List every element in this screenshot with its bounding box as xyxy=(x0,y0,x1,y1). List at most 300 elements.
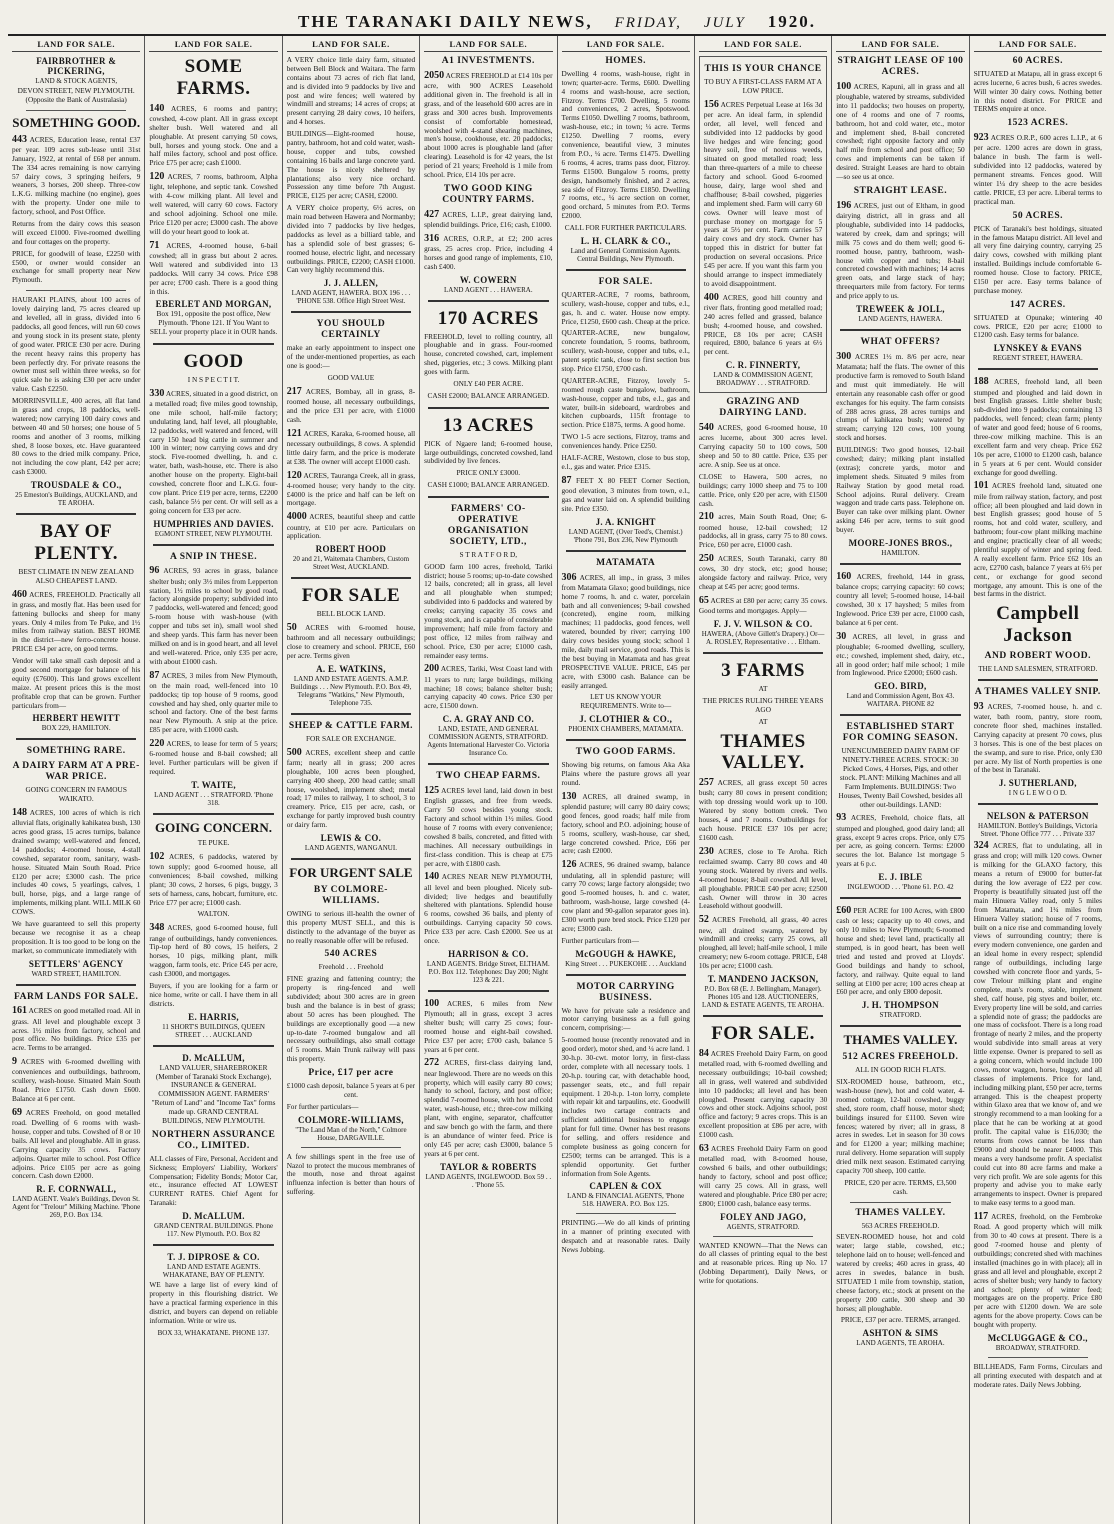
ad-paragraph xyxy=(562,572,690,691)
ad-subheading: TWO GOOD KING COUNTRY FARMS. xyxy=(442,183,535,205)
paragraph-text: A VERY choice little dairy farm, situated between Bell Block and Waitara. The farm contains about 73 acres of rich flat land, and is divided into 9 paddocks by live and post and wire fences; well watered by windmill and streams; 14 acres of crops; at present carrying 28 dairy cows, 10 heifers, and 4 horses. xyxy=(286,55,416,127)
ad-separator xyxy=(703,652,823,654)
lead-figure: 125 xyxy=(424,785,440,797)
ad-paragraph xyxy=(562,433,690,451)
agent-address: 25 Emeston's Buildings, AUCKLAND, and TE AROHA. xyxy=(15,491,138,508)
ad-paragraph xyxy=(836,446,964,535)
lead-figure: 443 xyxy=(12,133,27,145)
ad-separator xyxy=(840,714,960,716)
masthead xyxy=(8,6,1106,36)
ad-paragraph xyxy=(424,70,552,180)
agent-address: LAND AND ESTATE AGENTS. WHAKATANE, BAY OF PLENTY. xyxy=(162,1263,265,1280)
paragraph-text: ACRES Freehold Dairy Farm, on good metalled road, with 6-roomed dwelling and necessary outbuildings; 10-bail cowshed; all in grass, well watered and subdivided into 10 paddocks; all level and has been ploughed. Present carrying capacity 30 cows and other stock. Adjoins school, post office and factory; 9 acres crops. This is an excellent proposition at £86 per acre, with £1000 cash. xyxy=(698,1048,828,1140)
lead-figure: 316 xyxy=(424,232,440,244)
paragraph-text: BEST CLIMATE IN NEW ZEALAND ALSO CHEAPEST LAND. xyxy=(18,566,134,585)
ad-subheading: Price, £17 per acre xyxy=(308,1068,394,1079)
lead-figure: 93 xyxy=(836,812,847,824)
paragraph-text: ACRES, L.I.P., great dairying land, splendid buildings. Price, £16; cash, £1000. xyxy=(424,209,553,229)
paragraph-text: ACRES Freehold, all grass, 40 acres new, all drained swamp, watered by windmill and creeks; carry 25 cows, all ploughed, all level; half-mile school, 1 mile creamery; new 6-room cottage. PRICE, £48 10s per acre; £1000 cash. xyxy=(698,915,828,971)
ad-paragraph xyxy=(287,374,415,383)
paragraph-text: ACRES, 4-roomed house, 6-bail cowshed; all in grass but about 2 acres. Well watered and subdivided into 13 paddocks. Will carry 34 cows. Price £98 per acre; £700 cash. There is a good thing in this. xyxy=(149,240,278,296)
ad-paragraph xyxy=(974,1211,1102,1330)
lead-figure: 71 xyxy=(149,239,160,251)
ad-headline: FOR SALE xyxy=(301,585,401,607)
agent-address: BROADWAY, STRATFORD. xyxy=(995,1343,1080,1352)
ad-paragraph xyxy=(149,738,277,777)
column-2 xyxy=(145,36,282,1524)
ad-paragraph xyxy=(424,380,552,389)
ad-separator xyxy=(978,803,1098,805)
paragraph-text: make an early appointment to inspect one of the under-mentioned properties, as each one is good:— xyxy=(286,343,416,370)
agent-name: CAPLEN & COX xyxy=(589,1181,662,1192)
ad-paragraph xyxy=(149,103,277,169)
agent-address: LAND AGENT . . . STRATFORD. 'Phone 318. xyxy=(154,790,274,807)
agent-address: LAND AGENT . . . HAWERA. xyxy=(444,285,533,294)
ad-separator xyxy=(428,300,548,302)
ad-paragraph xyxy=(974,132,1102,206)
lead-figure: 121 xyxy=(286,427,302,439)
paragraph-text: S T R A T F O R D, xyxy=(459,549,518,559)
ad-separator xyxy=(428,496,548,498)
paragraph-text: ACRES, South Taranaki, carry 80 cows, 30 dry stock, etc; good house; alongside factory and railway. Price, very cheap at £45 per acre; good terms. xyxy=(698,554,828,592)
paragraph-text: PRICE, £37 per acre. TERMS, arranged. xyxy=(840,1315,961,1325)
ad-paragraph xyxy=(836,351,964,443)
ad-separator xyxy=(428,763,548,765)
agent-name: TAYLOR & ROBERTS xyxy=(440,1161,537,1172)
agent-name: C. A. GRAY AND CO. xyxy=(442,714,535,725)
ad-paragraph xyxy=(424,551,552,560)
paragraph-text: A VERY choice property, 6½ acres, on main road between Hawera and Normanby; divided into 7 paddocks by live hedges, paddocks as level as a billiard table, and has a splendid sole of best grasses; 6-roomed house, electric light, and necessary outbuildings. PRICE, £2200; CASH £1000. Can very highly recommend this. xyxy=(286,203,416,275)
paragraph-text: ACRES, all grass except 50 acres bush; carry 80 cows in present condition; with top dressing would work up to 100. Watered by stony bottom creek. Two houses, 4 and 7 rooms. Outbuildings for each house. PRICE £37 10s per acre; £1600 cash. xyxy=(698,778,828,842)
lead-figure: 923 xyxy=(973,132,989,144)
ad-paragraph xyxy=(149,1155,277,1208)
agent-address: LAND AND ESTATE AGENTS. A.M.P. Buildings . . . New Plymouth. P.O. Box 49, Telegrams "Watkins," New Plymouth, Telephone 735. xyxy=(290,674,412,707)
paragraph-text: HAURAKI PLAINS, about 100 acres of lovely dairying land, 75 acres cleared up and levelled, all in grass, divided into 6 paddocks, all good fences, will run 60 cows and young stock in its present state, plenty of good water. PRICE £30 per acre. During the recent heavy rains this property has been perfectly dry. For private reasons the owner must sell within three weeks, so for quick sale he is asking £30 per acre under value. Cash £2250. xyxy=(12,295,141,394)
ad-separator xyxy=(840,1025,960,1027)
paragraph-text: WALTON. xyxy=(197,909,230,919)
paragraph-text: SITUATED at Matapu, all in grass except 6 acres lucerne, 6 acres bush, 6 acres swedes. Will winter 30 dairy cows. Nothing better in this noted district. For PRICE and TERMS enquire at once. xyxy=(973,68,1102,114)
agent-address: LAND AGENTS, INGLEWOOD. Box 59 . . . 'Phone 55. xyxy=(425,1172,552,1189)
ad-paragraph xyxy=(149,910,277,919)
ad-headline: THAMES VALLEY. xyxy=(720,730,806,774)
ad-separator xyxy=(428,990,548,992)
ad-paragraph xyxy=(424,1057,552,1158)
columns-container xyxy=(8,36,1106,1524)
ad-paragraph xyxy=(12,786,140,804)
lead-figure: 102 xyxy=(149,850,165,862)
agent-address: WARD STREET, HAMILTON. xyxy=(31,969,121,978)
ad-separator xyxy=(840,897,960,899)
ad-paragraph xyxy=(149,851,277,908)
paragraph-text: Further particulars from— xyxy=(561,935,639,945)
paragraph-text: ACRES on good metalled road. All in grass. All level and ploughable except 3 acres. 1½ miles from factory, school and post office. No buildings. Price £35 per acre. Terms to be arranged. xyxy=(12,1006,141,1053)
paragraph-text: A few shillings spent in the free use of Nazol to protect the mucous membranes of the mouth, nose and throat against influenza infection is better than hours of suffering. xyxy=(286,1151,416,1197)
ad-paragraph xyxy=(974,480,1102,599)
ad-separator xyxy=(153,1244,273,1246)
agent-name: C. R. FINNERTY, xyxy=(725,360,801,371)
lead-figure: 50 xyxy=(286,622,297,634)
ad-subheading: MOTOR CARRYING BUSINESS. xyxy=(576,981,675,1003)
ad-separator xyxy=(566,269,686,271)
ad-paragraph xyxy=(12,589,140,655)
ad-paragraph xyxy=(424,871,552,945)
agent-address: HAWERA, (Above Gillett's Drapery.) Or— A. ROSLEY, Representative . . . Eltham. xyxy=(701,630,825,647)
agent-name: L. H. CLARK & CO., xyxy=(580,235,671,246)
column-5 xyxy=(558,36,695,1524)
lead-figure: 101 xyxy=(973,480,989,492)
agent-address: GRAND CENTRAL BUILDINGS. Phone 117. New Plymouth. P.O. Box 82 xyxy=(153,1222,274,1239)
agent-name: ASHTON & SIMS xyxy=(862,1328,939,1339)
agent-name: COLMORE-WILLIAMS, xyxy=(298,1114,404,1125)
lead-figure: 30 xyxy=(836,630,847,642)
paragraph-text: SITUATED at Opunake; wintering 40 cows. PRICE, £20 per acre; £1000 to £1200 cash. Easy terms for balance. xyxy=(973,312,1102,340)
paragraph-text: ACRES, all imp., in grass, 3 miles from Matamata Glaxo; good buildings, nice home 7 rooms, h. and c. water, porcelain bath and all conveniences; 9-bail cowshed (concreted), engine room, milking machines; 11 paddocks, good fences, well watered, bounded by river; carrying 100 dairy cows besides young stock; school 1 mile, daily mail service, good roads. This is the best buying in Matamata and has great PROSPECTIVE VALUE. PRICE, £45 per acre, with £3000 cash. Balance can be easily arranged. xyxy=(561,572,690,690)
lead-figure: 348 xyxy=(149,922,165,934)
agent-address: LAND & COMMISSION AGENT, BROADWAY . . . STRATFORD. xyxy=(713,371,813,388)
ad-headline: FOR SALE. xyxy=(711,1022,815,1044)
paragraph-text: GOING CONCERN IN FAMOUS WAIKATO. xyxy=(25,785,127,804)
paragraph-text: PICK of Taranaki's best holdings, situated in the famous Matapu district. All level and all very fine dairying country, carrying 25 dairy cows, cowshed with milking plant installed. Buildings include comfortable 6-roomed house. Close to factory. PRICE, £150 per acre. Easy terms balance of purchase money. xyxy=(973,223,1102,295)
ad-paragraph xyxy=(974,314,1102,341)
paragraph-text: ACRES, excellent sheep and cattle farm; nearly all in grass; 200 acres ploughable, 100 acres been ploughed, carrying 400 sheep, 200 head cattle; small house, woolshed, implement shed; metal road; 17 miles to railway, 1 to school, 3 to creamery. Price, £15 per acre, cash, or exchange for partly improved bush country or dairy farm. xyxy=(286,747,416,830)
paragraph-text: ACRES, FREEHOLD. Practically all in grass, and mostly flat. Has been used for fattening bullocks and sheep for many years. Only 4 miles from Te Puke, and 1½ miles from railway station. BEST HOME in the district—new ferro-concrete house. PRICE £34 per acre, on good terms. xyxy=(12,589,141,654)
paragraph-text: ACRES, 7 rooms, bathroom, Alpha light, telephone, and septic tank. Cowshed with 4-cow milking plant. All level and well watered, will carry 60 cows. Factory and school adjoining. School one mile. Price £120 per acre; £3000 cash. The above will do your heart good to look at. xyxy=(149,172,278,236)
ad-subheading: FARM LANDS FOR SALE. xyxy=(14,991,139,1002)
paragraph-text: FOR SALE OR EXCHANGE. xyxy=(305,733,396,743)
ad-heading: THAMES VALLEY. xyxy=(843,1032,958,1048)
ad-subheading: A SNIP IN THESE. xyxy=(170,551,258,562)
ad-separator xyxy=(153,343,273,345)
agent-address: REGENT STREET, HAWERA. xyxy=(992,354,1083,363)
lead-figure: 126 xyxy=(561,859,577,871)
ad-paragraph xyxy=(424,440,552,467)
ad-paragraph xyxy=(562,693,690,711)
ad-paragraph xyxy=(287,1103,415,1112)
ad-paragraph xyxy=(562,1036,690,1178)
lead-figure: 306 xyxy=(561,571,577,583)
ad-paragraph xyxy=(287,130,415,201)
paragraph-text: ALL classes of Fire, Personal, Accident and Sickness; Employers' Liability, Workers' Compensation; Fidelity Bonds; Motor Car, etc., insurance effected AT LOWEST CURRENT RATES. Chief Agent for Taranaki: xyxy=(149,1153,278,1208)
ad-paragraph xyxy=(699,846,827,912)
column-header: LAND FOR SALE. xyxy=(149,36,277,52)
ad-separator xyxy=(566,550,686,552)
ad-paragraph xyxy=(12,568,140,586)
lead-figure: 93 xyxy=(973,700,984,712)
paragraph-text: ACRES, good hill country and river flats, fronting good metalled road; 240 acres felled and grassed, balance bush; 4-roomed house, and cowshed. PRICE, £8 10s per acre; CASH required, £800, balance 6 years at 6½ per cent. xyxy=(703,292,823,357)
ad-paragraph xyxy=(287,344,415,371)
lead-figure: 96 xyxy=(149,565,160,577)
lead-figure: 200 xyxy=(424,663,440,675)
ad-separator xyxy=(428,407,548,409)
paragraph-text: ACRES, all drained swamp, in splendid pasture; will carry 80 dairy cows; good fences, good roads; half mile from factory, school and P.O. adjoining; house of 5 rooms, scullery, wash-house, car shed, large concreted cowshed. Price, £66 per acre; cash £2000. xyxy=(561,791,690,856)
ad-headline: 13 ACRES xyxy=(442,414,534,436)
ad-paragraph xyxy=(704,78,822,96)
agent-address: LAND AGENTS, WANGANUI. xyxy=(304,844,397,853)
paragraph-text: ACRES, O.R.P., at £2; 200 acres grass, 25 acres crop. Price, including 4 horses and good range of implements, £10, cash £400. xyxy=(424,233,553,271)
ad-paragraph xyxy=(836,905,964,997)
ad-subheading: STRAIGHT LEASE. xyxy=(853,185,948,196)
ad-subheading: SOMETHING RARE. xyxy=(26,746,126,757)
paragraph-text: I N S P E C T I T. xyxy=(187,374,240,384)
agent-address: Land and General Commission Agents. Central Buildings, New Plymouth. xyxy=(570,246,681,263)
paragraph-text: WE have a large list of every kind of property in this flourishing district. We have a practical farming experience in this district, and buyers can depend on reliable information. Write or wire us. xyxy=(149,1280,278,1325)
ad-subheading: NORTHERN ASSURANCE CO., LIMITED. xyxy=(151,1129,276,1151)
ad-subheading: FARMERS' CO-OPERATIVE ORGANISATION SOCIETY, LTD., xyxy=(447,504,529,547)
agent-name: J. H. THOMPSON xyxy=(861,1000,939,1011)
ad-paragraph xyxy=(704,292,822,358)
ad-paragraph xyxy=(149,922,277,979)
ad-separator xyxy=(291,311,411,313)
paragraph-text: SEVEN-ROOMED house, hot and cold water; large stable, cowshed, etc.; telephone laid on to house; well-fenced and watered by creeks; 460 acres in grass, 40 acres in swedes, balance in bush. SITUATED 1 mile from township, station, cheese factory, etc.; stock at present on the property 200 cattle, 300 sheep and 30 horses; all ploughable. xyxy=(836,1232,965,1313)
lead-figure: 87 xyxy=(561,474,572,486)
ad-paragraph xyxy=(699,914,827,971)
ad-paragraph xyxy=(12,920,140,956)
agent-name: A. E. WATKINS, xyxy=(316,663,386,674)
ad-paragraph xyxy=(836,1233,964,1313)
lead-figure: 87 xyxy=(149,669,160,681)
ad-paragraph xyxy=(562,761,690,788)
ad-divider xyxy=(850,1202,950,1203)
paragraph-text: BELL BLOCK LAND. xyxy=(316,609,386,619)
ad-paragraph xyxy=(287,963,415,972)
lead-figure: 156 xyxy=(703,98,719,110)
ad-paragraph xyxy=(836,200,964,301)
ad-divider xyxy=(988,1357,1088,1358)
ad-paragraph xyxy=(287,428,415,467)
paragraph-text: We have guaranteed to sell this property because we recognise it as a cheap proposition. It is too good to be long on the market, so communicate immediately with xyxy=(12,918,141,955)
ad-paragraph xyxy=(562,475,690,514)
agent-name: LEWIS & CO. xyxy=(320,833,382,844)
paragraph-text: AT xyxy=(758,716,768,726)
paragraph-text: CALL FOR FURTHER PARTICULARS. xyxy=(564,223,687,233)
ad-subheading: 147 ACRES. xyxy=(1009,299,1066,310)
agent-name: R. F. CORNWALL, xyxy=(36,1184,117,1195)
lead-figure: 140 xyxy=(424,871,440,883)
lead-figure: 2050 xyxy=(424,69,445,81)
ad-paragraph xyxy=(424,469,552,478)
paragraph-text: QUARTER-ACRE, new bungalow, concrete foundation, 5 rooms, bathroom, scullery, wash-house, copper and tubs, e.l., patent septic tank, close to first section bus stop. Price £1750, £700 cash. xyxy=(561,328,690,373)
ad-subheading: 540 ACRES xyxy=(324,949,378,960)
lead-figure: 4000 xyxy=(286,511,307,523)
ad-paragraph xyxy=(836,571,964,628)
ad-paragraph xyxy=(287,386,415,425)
paragraph-text: ACRES, Karaka, 6-roomed house, all necessary outbuildings, 8 cows. A splendid little dairy farm, and the price is moderate at £38. The owner will accept £1000 cash. xyxy=(286,428,416,466)
agent-address: BOX 33, WHAKATANE. PHONE 137. xyxy=(157,1328,270,1337)
agent-name: FAIRBROTHER & PICKERING, xyxy=(36,56,117,76)
lead-figure: 69 xyxy=(12,1106,22,1118)
ad-paragraph xyxy=(287,1153,415,1197)
ad-separator xyxy=(153,544,273,546)
paragraph-text: £1000 cash deposit, balance 5 years at 6 per cent. xyxy=(286,1081,416,1099)
paragraph-text: PRICE ONLY £3000. xyxy=(456,468,521,478)
agent-name: ROBERT HOOD xyxy=(315,544,387,555)
lead-figure: 161 xyxy=(12,1005,27,1017)
paragraph-text: ACRES, 96 drained swamp, balance undulating, all in splendid pasture; will carry 70 cows; large factory alongside; two good 5-roomed houses, h. and c. water, bathroom, wash-house, large cowshed (4-cow plant and 90-gallon separator goes in). £300 worth pure bred stock. Price £120 per acre; £3000 cash. xyxy=(561,860,690,933)
paragraph-text: GOOD VALUE xyxy=(327,372,375,382)
paragraph-text: ACRES, freehold land, all been stumped and ploughed and laid down in best English grasses. Little shelter bush; sub-divided into 9 paddocks; containing 13 paddocks, well fenced; clean farm; plenty of water and good feed; house of 6 rooms, three-cow milking machine. This is an excellent farm and very cheap. Price £62 10s per acre, £1000 to £1200 cash, balance in 5 years at 6 per cent. Would consider exchange for good dwelling. xyxy=(973,377,1103,477)
agent-name: EBERLET AND MORGAN, xyxy=(155,299,272,310)
agent-address: LAND & STOCK AGENTS, xyxy=(35,77,118,85)
ad-paragraph xyxy=(149,1281,277,1325)
ad-subheading: MATAMATA xyxy=(596,557,656,568)
agent-name: McGOUGH & HAWKE, xyxy=(575,948,676,959)
ad-paragraph xyxy=(12,1056,140,1104)
ad-subheading: 1523 ACRES. xyxy=(1007,118,1069,129)
ad-subheading: TWO CHEAP FARMS. xyxy=(436,771,541,782)
lead-figure: 330 xyxy=(149,387,165,399)
lead-figure: 272 xyxy=(424,1057,440,1069)
agent-name: HARRISON & CO. xyxy=(448,948,529,959)
agent-address: LAND & FINANCIAL AGENTS, 'Phone 518. HAWERA. P.O. Box 125. xyxy=(567,1192,685,1209)
paragraph-text: PRICE, for goodwill of lease, £2250 with £500, or owner would consider an exchange for small property near New Plymouth. xyxy=(12,248,141,285)
ad-paragraph xyxy=(704,99,822,289)
ad-paragraph xyxy=(699,1143,827,1209)
lead-figure: 257 xyxy=(698,777,714,789)
ad-paragraph xyxy=(562,791,690,857)
lead-figure: 324 xyxy=(973,840,989,852)
ad-subheading: TWO GOOD FARMS. xyxy=(575,747,676,758)
ad-subheading: AND ROBERT WOOD. xyxy=(984,651,1091,662)
ad-paragraph xyxy=(974,225,1102,296)
ad-paragraph xyxy=(974,1363,1102,1390)
agent-address: P.O. Box 68 (E. J. Bellingham, Manager). Phones 105 and 128. AUCTIONEERS, LAND & ESTATE AGENTS, TE AROHA. xyxy=(702,984,825,1009)
agent-name: E. HARRIS, xyxy=(188,1011,239,1022)
lead-figure: 160 xyxy=(836,570,852,582)
agent-name: MOORE-JONES BROS., xyxy=(848,537,953,548)
paragraph-text: GOOD farm 100 acres, freehold, Tariki district; house 5 rooms; up-to-date cowshed 12 bails, concreted; all in grass, all level and all ploughable when stumped; subdivided into 6 paddocks and watered by creeks; carrying capacity 35 cows and young stock, and is capable of considerable improvement; half mile from factory and post office, 12 miles from railway and school. Price, £30 per acre; £1000 cash, remainder easy terms. xyxy=(424,561,553,660)
paragraph-text: ACRES level land, laid down in best English grasses, and free from weeds. Carry 50 cows besides young stock. Factory and school within 1½ miles. Good house of 7 rooms with every convenience; cowshed 8 bails, concreted, and fitted with machines. All necessary outbuildings in first-class condition. This is cheap at £75 per acre, with £1800 cash. xyxy=(424,786,553,868)
column-8 xyxy=(970,36,1106,1524)
lead-figure: 140 xyxy=(149,102,165,114)
paragraph-text: QUARTER-ACRE, Fitzroy, lovely 5-roomed rough caste bungalow, bathroom, wash-house, copper and tubs, e.l., gas and water, built-in sideboard, wardrobes and kitchen cupboards, 115ft frontage to section. Price £1875, terms. A good home. xyxy=(561,375,690,430)
agent-address: I N G L E W O O D. xyxy=(1008,789,1067,798)
ad-paragraph xyxy=(562,291,690,327)
paragraph-text: AT xyxy=(758,684,768,694)
agent-address: LAND AGENT, (Over Teed's, Chemist.) 'Phone 791, Box 236, New Plymouth xyxy=(568,527,683,544)
agent-name: E. J. IBLE xyxy=(878,872,923,883)
paragraph-text: OWING to serious ill-health the owner of this property MUST SELL, and this is distinctly to the advantage of the buyer as no really reasonable offer will be refused. xyxy=(286,908,416,945)
agent-name: HERBERT HEWITT xyxy=(32,713,120,724)
agent-name: J. CLOTHIER & CO., xyxy=(579,714,673,725)
ad-subheading: BY COLMORE-WILLIAMS. xyxy=(313,884,388,906)
ad-paragraph xyxy=(12,134,140,217)
column-4 xyxy=(420,36,557,1524)
ad-paragraph xyxy=(287,622,415,661)
paragraph-text: CASH £2000; BALANCE ARRANGED. xyxy=(427,390,550,400)
column-7 xyxy=(832,36,969,1524)
lead-figure: 120 xyxy=(286,469,302,481)
ad-headline: 170 ACRES xyxy=(437,307,539,329)
column-header: LAND FOR SALE. xyxy=(836,36,964,52)
paragraph-text: ACRES, flat to undulating, all in grass and crop; will milk 120 cows. Owner is milking for the GLAXO factory, this means a return of £9000 for butter-fat during the low average of £22 per cow. Property is beautifully situated just off the main Hinuera Valley road, only 5 miles from Matamata, and 1¼ miles from Hinuera Valley station; house of 7 rooms, built on a nice rise and commanding lovely views of surrounding country; there is every modern convenience, one garden and an ideal home in every respect; splendid range of outbuildings, including large cowshed with concrete floor and yards, 5-cow Trelour milking plant and engine complete, man's room, stable, implement shed, calf house, pig styes and boiler, etc. Every property line will be sold, and carries a splendid note of grass; the paddocks are one mass of cocksfoot. There is a long road frontage of nearly 2 miles, and the property would subdivide into small areas at very little expense. Owner is prepared to sell as a going concern, which would include 100 cows, motor waggon, horse, buggy, and all classes of implements. Price for land, including milking plant, £50 per acre, terms arranged. This is the cheapest property within Glaxo area that we know of, and we strongly recommend to a man looking for a place that he can be working at at good profit. The capital value is £16,030; the returns from cows cannot be less than £9000 and should be nearer £4000. This means a very handsome profit. A specialist could cut into 80 acre farms and make a very rich profit. We are sole agents for this property and advise you to make early arrangements to inspect. Owner is prepared to make easy terms to a good man. xyxy=(973,841,1103,1208)
lead-figure: 210 xyxy=(698,511,714,523)
ad-paragraph xyxy=(836,1316,964,1325)
ad-paragraph xyxy=(424,333,552,377)
ad-paragraph xyxy=(12,1005,140,1053)
ad-headline: SOME FARMS. xyxy=(176,56,251,99)
ad-paragraph xyxy=(424,209,552,230)
column-3 xyxy=(283,36,420,1524)
ad-subheading: A THAMES VALLEY SNIP. xyxy=(974,686,1101,697)
ad-subheading: 512 ACRES FREEHOLD. xyxy=(842,1052,959,1063)
ad-paragraph xyxy=(424,785,552,868)
agent-name: HUMPHRIES AND DAVIES. xyxy=(153,518,274,529)
agent-address: STRATFORD. xyxy=(879,1011,922,1020)
ad-paragraph xyxy=(699,511,827,550)
ad-subheading: THAMES VALLEY. xyxy=(855,1207,946,1218)
paragraph-text: ACRES, just out of Eltham, in good dairying district, all in grass and all ploughable, subdivided into 14 paddocks, watered by creek, dam and springs; will milk 75 cows and do them well; good 6-roomed house, pantry, bathroom, wash-house with copper and tubs; 8-bail concreted cowshed with machines; 14 acres green oats, and large stack of hay; threequarters mile from factory. For terms and price apply to us. xyxy=(836,200,965,301)
ad-paragraph xyxy=(149,240,277,297)
agent-address: BOX 229, HAMILTON. xyxy=(41,724,111,733)
ad-separator xyxy=(978,368,1098,370)
agent-name: NELSON & PATERSON xyxy=(986,811,1089,822)
ad-paragraph xyxy=(12,657,140,710)
agent-name: F. J. V. WILSON & CO. xyxy=(713,619,813,630)
lead-figure: 300 xyxy=(836,350,852,362)
paragraph-text: CASH £1000; BALANCE ARRANGED. xyxy=(427,480,550,490)
paragraph-text: 5-roomed house (recently renovated and in good order), motor shed, and ¼ acre land. 1 30-h.p. 30-cwt. motor lorry, in first-class order, complete with all necessary tools. 1 20-h.p. touring car, with detachable hood, passenger seats, etc., and full repair equipment. 1 20-h.p. 1-ton lorry, complete with repair kit and tarpaulins, etc. Goodwill includes two cartage contracts and sufficient additional business to engage plant for full time. Owner has best reasons for selling, and offers residence and complete business as going concern for £2500; terms can be arranged. This is a splendid opportunity. Get further information from Sole Agents. xyxy=(561,1035,690,1178)
lead-figure: 52 xyxy=(698,914,709,926)
agent-address: LAND, ESTATE, AND GENERAL COMMISSION AGENTS, STRATFORD. Agents International Harvester Co. Victoria Insurance Co. xyxy=(427,725,550,758)
paragraph-text: ACRES, Bombay, all in grass, 8-roomed house, all necessary outbuildings, and the price £31 per acre, with £1000 cash. xyxy=(286,386,416,424)
column-header: LAND FOR SALE. xyxy=(12,36,140,52)
paragraph-text: FINE grazing and fattening country; the property is ring-fenced and well subdivided; about 300 acres are in green bush and the balance is in best of grass; about 50 acres has been ploughed. The buildings are exceptionally good —a new up-to-date 7-roomed bungalow and all necessary outbuildings, also small cottage of 5 rooms. Main Trunk railway will pass this property. xyxy=(286,974,416,1064)
lead-figure: 196 xyxy=(836,199,852,211)
paragraph-text: ACRES, 100 acres of which is rich alluvial flats, originally kahikatea bush, 130 acres good grass, 15 acres turnips, balance drained swamp; well-watered and fenced, 14 paddocks; 4-roomed house, 4-stall cowshed, separator room, sanitary, wash-house. Situated Main South Road. Price £120 per acre; £3000 cash. The price includes 40 cows, 5 yearlings, calves, 1 bull, horse, pigs, and a large range of implements, milking plant. WILL MILK 60 COWS. xyxy=(12,807,141,917)
ad-paragraph xyxy=(699,697,827,715)
lead-figure: 65 xyxy=(698,595,709,607)
paragraph-text: acres, Main South Road, One; 6-roomed house, 12-bail cowshed; 12 paddocks, all in grass, carry 75 to 80 cows. Price, £60 per acre, £1000 cash. xyxy=(698,512,828,550)
paragraph-text: Returns from the dairy cows this season will exceed £1000. Five-roomed dwelling and four cottages on the property. xyxy=(12,219,141,246)
lead-figure: 217 xyxy=(286,385,302,397)
agent-name: J. J. ALLEN, xyxy=(323,278,379,289)
agent-address: Land and Commission Agent, Box 43. WAITARA. PHONE 82 xyxy=(846,692,955,709)
agent-address: HAMILTON. xyxy=(881,548,920,557)
ad-paragraph xyxy=(424,233,552,272)
ad-separator xyxy=(291,858,411,860)
paragraph-text: ACRES, good 6-roomed house, 10 acres lucerne, about 300 acres level. Carrying capacity 50 to 100 cows, 500 sheep and 50 to 80 cattle. Price, £35 per acre. A snip. See us at once. xyxy=(698,423,828,469)
agent-address: LAND AGENTS, TE AROHA. xyxy=(856,1339,945,1348)
ad-paragraph xyxy=(699,685,827,694)
ad-paragraph xyxy=(287,511,415,541)
agent-address: LAND AGENTS, HAWERA. xyxy=(858,314,943,323)
paragraph-text: LET US KNOW YOUR REQUIREMENTS. Write to— xyxy=(580,692,672,711)
ad-paragraph xyxy=(699,553,827,592)
ad-paragraph xyxy=(699,1242,827,1286)
agent-address: LAND AGENTS. Bridge Street, ELTHAM. P.O. Box 112. Telephones: Day 200; Night 123 & 221. xyxy=(426,959,550,984)
ad-paragraph xyxy=(12,220,140,247)
ad-divider xyxy=(26,110,126,111)
ad-heading: SOMETHING GOOD. xyxy=(12,114,141,130)
ad-paragraph xyxy=(699,777,827,843)
column-header: LAND FOR SALE. xyxy=(974,36,1102,52)
paragraph-text: PER ACRE for 100 Acres, with £800 cash or less; capacity up to 40 cows, and only 10 miles to New Plymouth; 6-roomed house and shed; level land, practically all stumped, is in good heart, has been well tried and tested and proved at Lloyds'. Good buildings and handy to school, factory, and railway. Quite equal to land selling at £100 per acre; 100 acres cheap at £60 per acre, and only £800 deposit. xyxy=(836,906,965,997)
ad-subheading: THIS IS YOUR CHANCE xyxy=(704,64,822,74)
paragraph-text: ACRES, freehold, 144 in grass, balance crops; carrying capacity: 60 cows; country all level; 5-roomed house, 14-bail cowshed, 30 x 17 hayshed; 5 miles from Inglewood. Price £39 per acre, £1000 cash, balance at 6 per cent. xyxy=(836,571,965,627)
lead-figure: 400 xyxy=(703,291,719,303)
lead-figure: 63 xyxy=(698,1143,709,1155)
ad-headline: BAY OF PLENTY. xyxy=(34,521,118,564)
ad-paragraph xyxy=(12,296,140,394)
ad-separator xyxy=(703,1015,823,1017)
paragraph-text: ACRES, good 6-roomed house, full range of outbuildings, handy conveniences. Tip-top herd of 80 cows, 15 heifers, 2 horses, 10 pigs, milking plant, milk waggon, farm tools, etc. Price £45 per acre, cash £3000, and mortgages. xyxy=(149,923,278,979)
ad-paragraph xyxy=(424,481,552,490)
paragraph-text: Showing big returns, on famous Aka Aka Plains where the pasture grows all year round. xyxy=(561,760,690,787)
ad-paragraph xyxy=(562,377,690,430)
ad-heading: FOR URGENT SALE xyxy=(289,865,413,881)
paragraph-text: ACRES, Freehold, choice flats, all stumped and ploughed, good dairy land; all grass, except 9 acres crops. Price, only £75 per acre, as going concern. Terms: £2000 secures the lot. Balance 1st mortgage 5 years at 6 p.c. xyxy=(836,813,965,869)
ad-subheading: 60 ACRES. xyxy=(1012,56,1064,66)
